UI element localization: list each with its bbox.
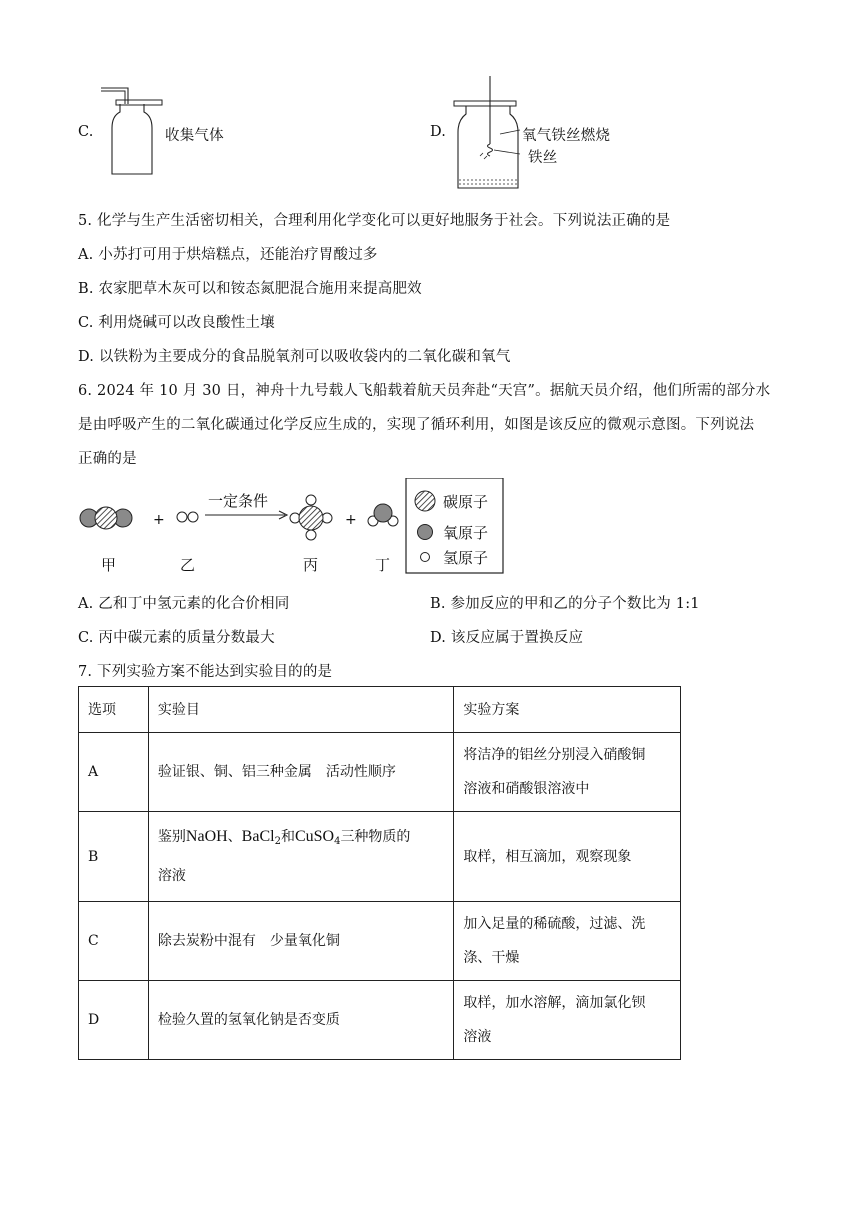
table-row — [79, 981, 681, 1060]
row-c-plan — [454, 902, 681, 981]
row-b-goal-line2: 溶液 — [157, 868, 186, 884]
reaction-condition: 一定条件 — [208, 492, 269, 510]
experiment-table — [78, 686, 681, 1060]
q6-option-d: D. 该反应属于置换反应 — [430, 630, 584, 646]
q4-option-d-label-oxygen: 氧气铁丝燃烧 — [522, 128, 611, 144]
label-jia: 甲 — [101, 556, 117, 574]
legend-carbon-icon — [415, 491, 435, 511]
row-a-plan — [454, 733, 681, 812]
molecule-h2o — [368, 504, 398, 526]
label-bing: 丙 — [303, 556, 319, 574]
row-c-option: C — [79, 902, 149, 981]
molecule-co2 — [80, 507, 132, 529]
q5-option-d: D. 以铁粉为主要成分的食品脱氧剂可以吸收袋内的二氧化碳和氧气 — [78, 349, 511, 365]
row-a-option: A — [79, 733, 149, 812]
row-a-plan-line2: 溶液和硝酸银溶液中 — [463, 781, 590, 797]
q6-option-a: A. 乙和丁中氢元素的化合价相同 — [78, 596, 290, 612]
legend-oxygen-icon — [418, 525, 433, 540]
row-c-plan-line1: 加入足量的稀硫酸，过滤、洗 — [463, 916, 646, 932]
q6-option-c: C. 丙中碳元素的质量分数最大 — [78, 630, 275, 646]
q5-option-a: A. 小苏打可用于烘焙糕点，还能治疗胃酸过多 — [78, 247, 378, 263]
q5-stem: 5. 化学与生产生活密切相关，合理利用化学变化可以更好地服务于社会。下列说法正确的是 — [78, 213, 671, 229]
row-d-plan — [454, 981, 681, 1060]
q4-option-c-text: 收集气体 — [165, 128, 224, 144]
legend-hydrogen-label: 氢原子 — [443, 549, 489, 567]
q6-stem-line1: 6. 2024 年 10 月 30 日，神舟十九号载人飞船载着航天员奔赴“天宫”。据航天员介绍，他们所需的部分水 — [78, 383, 771, 399]
plus-1: + — [153, 512, 165, 528]
iron-wire-combustion-figure — [448, 74, 528, 194]
header-option: 选项 — [79, 687, 149, 733]
q4-option-d-label: D. — [430, 124, 447, 140]
label-ding: 丁 — [375, 556, 391, 574]
molecule-h2 — [177, 512, 198, 522]
q5-option-c: C. 利用烧碱可以改良酸性土壤 — [78, 315, 275, 331]
q6-stem-line3: 正确的是 — [78, 451, 137, 467]
q4-option-c-label: C. — [78, 124, 94, 140]
row-d-option: D — [79, 981, 149, 1060]
table-row — [79, 812, 681, 902]
table-header-row — [79, 687, 681, 733]
row-d-plan-line2: 溶液 — [463, 1029, 492, 1045]
plus-2: + — [345, 512, 357, 528]
row-d-plan-line1: 取样，加水溶解，滴加氯化钡 — [463, 995, 646, 1011]
legend-hydrogen-icon — [421, 553, 430, 562]
row-b-goal — [148, 812, 453, 902]
row-a-goal: 验证银、铜、铝三种金属 活动性顺序 — [148, 733, 453, 812]
header-goal: 实验目 — [148, 687, 453, 733]
row-d-goal: 检验久置的氢氧化钠是否变质 — [148, 981, 453, 1060]
row-c-plan-line2: 涤、干燥 — [463, 950, 520, 966]
row-b-option: B — [79, 812, 149, 902]
reaction-micro-diagram — [75, 478, 505, 603]
header-plan: 实验方案 — [454, 687, 681, 733]
q7-stem: 7. 下列实验方案不能达到实验目的的是 — [78, 664, 333, 680]
molecule-ch4 — [290, 495, 332, 540]
legend-carbon-label: 碳原子 — [443, 493, 489, 511]
label-yi: 乙 — [180, 556, 196, 574]
q4-option-d-label-iron-wire: 铁丝 — [528, 150, 558, 166]
q6-stem-line2: 是由呼吸产生的二氧化碳通过化学反应生成的，实现了循环利用，如图是该反应的微观示意图。下列说法 — [78, 417, 755, 433]
row-c-goal: 除去炭粉中混有 少量氧化铜 — [148, 902, 453, 981]
legend-oxygen-label: 氧原子 — [443, 524, 489, 542]
row-b-goal-line1: 鉴别NaOH、BaCl$_2$和CuSO$_4$三种物质的 — [157, 828, 411, 847]
row-a-plan-line1: 将洁净的铝丝分别浸入硝酸铜 — [463, 747, 646, 763]
gas-collecting-bottle-figure — [96, 82, 166, 182]
table-row — [79, 902, 681, 981]
q6-option-b: B. 参加反应的甲和乙的分子个数比为 1:1 — [430, 596, 700, 612]
q5-option-b: B. 农家肥草木灰可以和铵态氮肥混合施用来提高肥效 — [78, 281, 422, 297]
table-row — [79, 733, 681, 812]
row-b-plan: 取样，相互滴加，观察现象 — [454, 812, 681, 902]
